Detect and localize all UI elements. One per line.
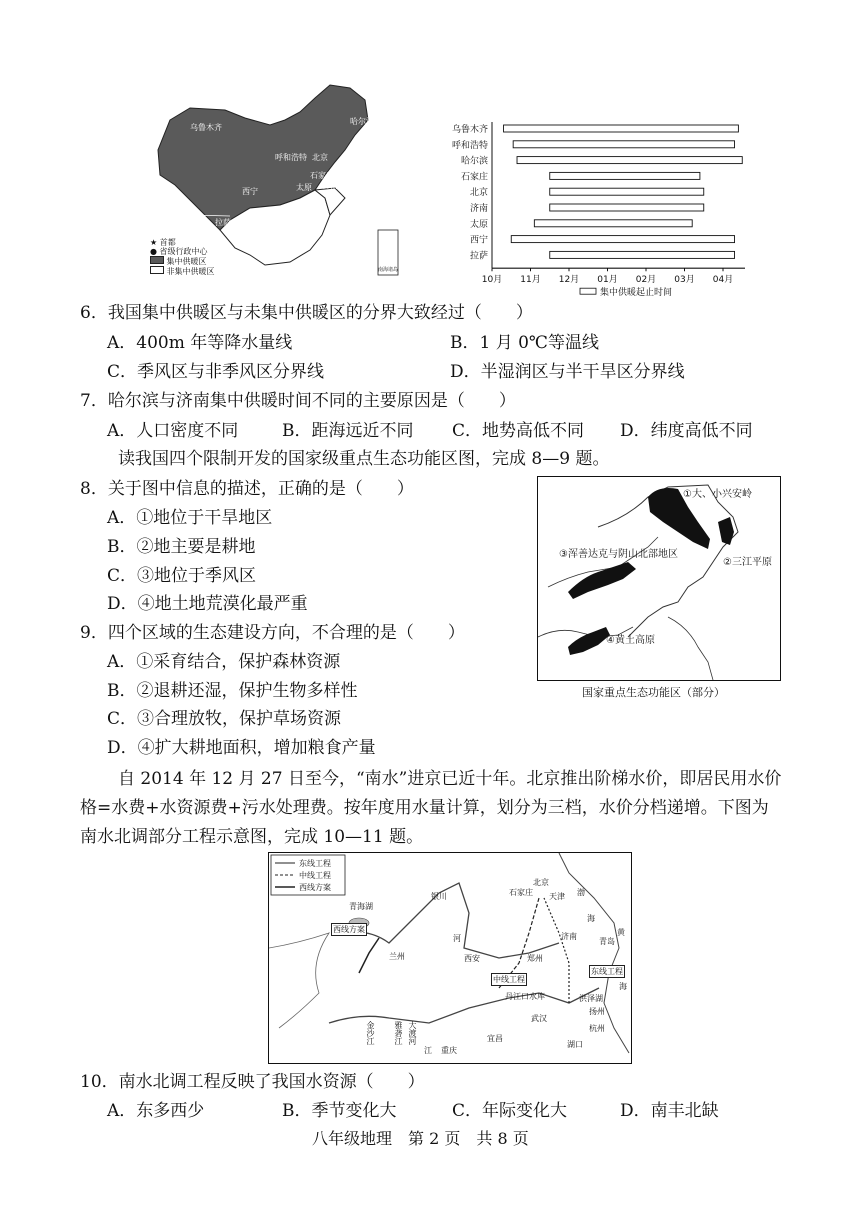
y-tick-label: 济南 [469, 204, 488, 214]
legend-central: 集中供暖区 [166, 257, 207, 266]
question-8-option-d[interactable]: D．④地土地荒漠化最严重 [107, 594, 308, 614]
x-tick-label: 03月 [674, 275, 695, 286]
question-8-option-a[interactable]: A．①地位于干旱地区 [107, 508, 273, 528]
question-10-option-c[interactable]: C．年际变化大 [452, 1101, 568, 1121]
map-label: 湖口 [567, 1040, 583, 1049]
heating-chart [440, 118, 760, 298]
map-label: 武汉 [531, 1014, 547, 1023]
map-label: 郑州 [527, 954, 543, 963]
question-8-option-c[interactable]: C．③地位于季风区 [107, 566, 257, 586]
map-label: 金沙江 [366, 1021, 375, 1045]
question-9-option-c[interactable]: C．③合理放牧，保护草场资源 [107, 709, 342, 729]
question-10-stem: 10．南水北调工程反映了我国水资源（ ） [80, 1072, 425, 1092]
map-label: 西线方案 [333, 925, 365, 934]
question-9-option-b[interactable]: B．②退耕还湿，保护生物多样性 [107, 681, 358, 701]
legend-swatch [580, 288, 596, 294]
map-label: 海 [587, 914, 595, 923]
legend-middle: 中线工程 [299, 871, 331, 880]
intro-10-11-line-2: 格=水费+水资源费+污水处理费。按年度用水量计算，划分为三档，水价分档递增。下图为 [80, 798, 769, 818]
question-7-option-d[interactable]: D．纬度高低不同 [620, 421, 753, 441]
question-6-option-c[interactable]: C．季风区与非季风区分界线 [107, 362, 325, 382]
y-tick-label: 拉萨 [469, 251, 488, 262]
map-label: 青岛 [599, 937, 615, 946]
map-label: 大渡河 [408, 1021, 417, 1045]
map-label: 北京 [533, 878, 549, 887]
legend-label: 集中供暖起止时间 [600, 288, 673, 298]
question-9-option-d[interactable]: D．④扩大耕地面积，增加粮食产量 [107, 738, 376, 758]
heating-bar [511, 236, 734, 243]
map-label: 渤 [577, 888, 585, 897]
y-tick-label: 北京 [469, 188, 488, 199]
map-label: 天津 [549, 892, 565, 901]
question-7-option-c[interactable]: C．地势高低不同 [452, 421, 585, 441]
question-6-option-b[interactable]: B．1 月 0℃等温线 [450, 333, 599, 353]
question-9-stem: 9．四个区域的生态建设方向，不合理的是（ ） [80, 623, 465, 643]
city-label: 哈尔滨 [350, 117, 374, 126]
map-label: 扬州 [589, 1007, 605, 1016]
question-10-option-a[interactable]: A．东多西少 [107, 1101, 205, 1121]
x-tick-label: 04月 [712, 275, 734, 286]
map-label: 中线工程 [493, 975, 525, 984]
heating-map [150, 80, 400, 280]
heating-bar [550, 251, 735, 258]
eco-label-2: ②三江平原 [723, 557, 772, 568]
eco-label-3: ③浑善达克与阴山北部地区 [559, 549, 678, 560]
map-label: 洪泽湖 [579, 994, 603, 1003]
map-label: 江 [424, 1046, 432, 1055]
city-label: 济南 [322, 181, 338, 190]
map-label: 丹江口水库 [505, 992, 545, 1001]
x-tick-label: 11月 [520, 275, 541, 286]
eco-function-map [537, 476, 781, 681]
water-transfer-map [268, 852, 632, 1064]
map-label: 青海湖 [349, 902, 373, 911]
page-footer: 八年级地理 第 2 页 共 8 页 [312, 1129, 529, 1148]
map-label: 雅砻江 [394, 1021, 403, 1045]
legend-noncentral: 非集中供暖区 [166, 267, 215, 276]
heating-bar [550, 204, 704, 211]
heating-bar [534, 220, 692, 227]
map-label: 宜昌 [487, 1034, 503, 1043]
y-tick-label: 乌鲁木齐 [451, 125, 488, 135]
map-label: 西安 [464, 954, 480, 963]
question-8-stem: 8．关于图中信息的描述，正确的是（ ） [80, 479, 414, 499]
question-10-option-d[interactable]: D．南丰北缺 [620, 1101, 719, 1121]
intro-10-11-line-3: 南水北调部分工程示意图，完成 10—11 题。 [80, 827, 424, 847]
city-label: 拉萨 [215, 218, 231, 227]
question-10-option-b[interactable]: B．季节变化大 [282, 1101, 397, 1121]
x-tick-label: 02月 [635, 275, 657, 286]
map-legend: ★ 首都 ● 省级行政中心 集中供暖区 非集中供暖区 [150, 238, 215, 276]
y-tick-label: 西宁 [469, 235, 488, 246]
map-label: 济南 [561, 932, 577, 941]
map-label: 海 [619, 982, 627, 991]
intro-8-9: 读我国四个限制开发的国家级重点生态功能区图，完成 8—9 题。 [118, 449, 610, 469]
inset-label: 南海诸岛 [378, 267, 399, 273]
legend-provincial: 省级行政中心 [159, 247, 208, 256]
legend-east: 东线工程 [299, 859, 331, 868]
city-label: 石家庄 [310, 171, 334, 180]
map-label: 黄 [617, 928, 625, 937]
city-label: 乌鲁木齐 [190, 123, 222, 132]
x-tick-label: 12月 [558, 275, 580, 286]
map-label: 河 [453, 934, 461, 943]
map-label: 兰州 [389, 952, 405, 961]
question-7-option-a[interactable]: A．人口密度不同 [107, 421, 239, 441]
y-tick-label: 石家庄 [460, 172, 488, 183]
intro-10-11-line-1: 自 2014 年 12 月 27 日至今，“南水”进京已近十年。北京推出阶梯水价，即居民用水价 [118, 769, 782, 789]
question-6-option-d[interactable]: D．半湿润区与半干旱区分界线 [450, 362, 685, 382]
x-tick-label: 10月 [481, 275, 503, 286]
question-9-option-a[interactable]: A．①采育结合，保护森林资源 [107, 652, 341, 672]
map-label: 东线工程 [591, 967, 623, 976]
map-label: 重庆 [441, 1046, 457, 1055]
eco-map-caption: 国家重点生态功能区（部分） [582, 686, 725, 699]
question-6-stem: 6．我国集中供暖区与未集中供暖区的分界大致经过（ ） [80, 303, 533, 323]
question-7-stem: 7．哈尔滨与济南集中供暖时间不同的主要原因是（ ） [80, 391, 516, 411]
heating-bar [550, 172, 700, 179]
y-tick-label: 呼和浩特 [451, 140, 488, 151]
question-8-option-b[interactable]: B．②地主要是耕地 [107, 537, 256, 557]
city-label: 呼和浩特 [275, 153, 307, 162]
legend-capital: 首都 [159, 238, 176, 247]
heating-bar [517, 157, 742, 164]
map-label: 银川 [431, 892, 447, 901]
question-7-option-b[interactable]: B．距海远近不同 [282, 421, 414, 441]
y-tick-label: 太原 [469, 219, 488, 230]
legend-west: 西线方案 [299, 883, 331, 892]
city-label: 西宁 [242, 187, 258, 196]
question-6-option-a[interactable]: A．400m 年等降水量线 [107, 333, 293, 353]
y-tick-label: 哈尔滨 [460, 156, 488, 167]
eco-label-1: ①大、小兴安岭 [683, 489, 752, 500]
heating-bar [513, 141, 734, 148]
city-label: 北京 [312, 153, 328, 162]
heating-bar [504, 125, 739, 132]
map-label: 杭州 [589, 1024, 605, 1033]
x-tick-label: 01月 [597, 275, 618, 286]
eco-label-4: ④黄土高原 [606, 635, 655, 646]
map-label: 石家庄 [509, 888, 533, 897]
city-label: 太原 [296, 183, 312, 192]
heating-bar [550, 188, 704, 195]
